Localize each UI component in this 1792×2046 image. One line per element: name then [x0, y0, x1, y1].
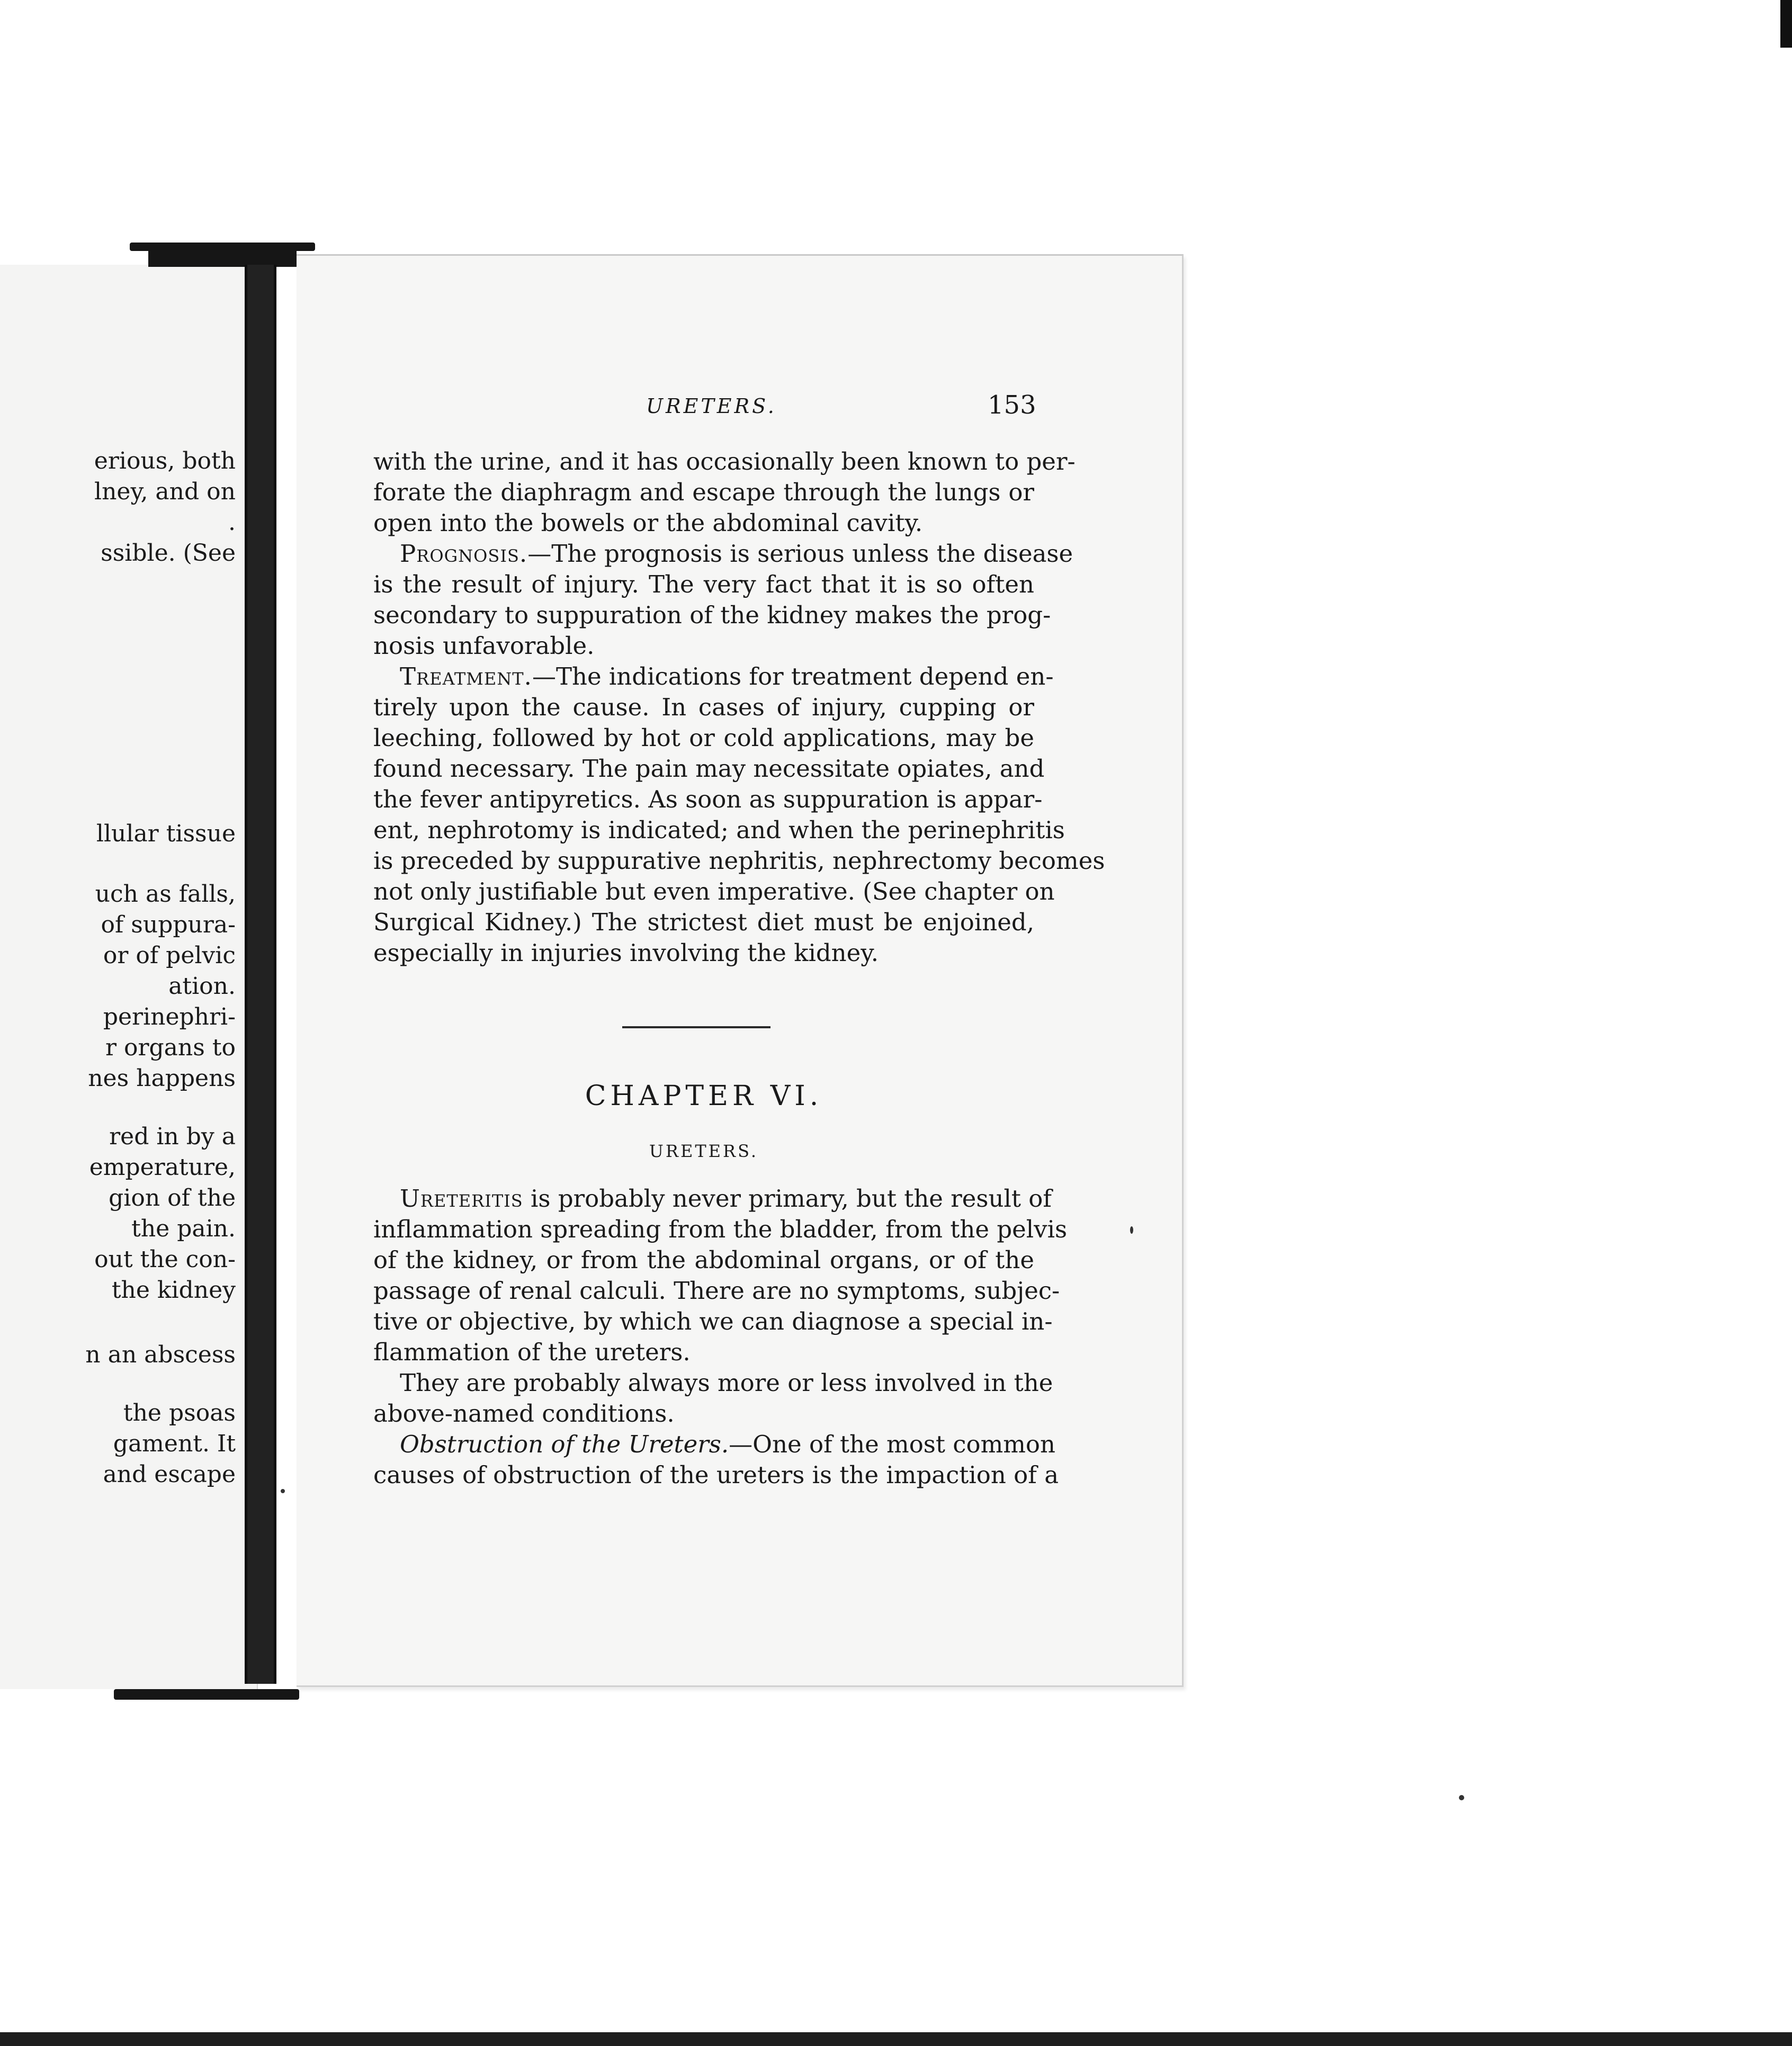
binder-clamp-top: [130, 243, 315, 251]
scan-speck: [1459, 1795, 1464, 1800]
left-page-line: gament. It: [113, 1430, 236, 1457]
left-page-line: n an abscess: [85, 1341, 236, 1368]
text-line: nosis unfavorable.: [373, 632, 595, 660]
section-title: URETERS.: [649, 1141, 759, 1161]
left-page-line: and escape: [103, 1461, 236, 1488]
text-line: tirely upon the cause. In cases of injury, cupping or: [373, 693, 1034, 721]
scan-speck: [281, 1489, 285, 1493]
text-line: inflammation spreading from the bladder, from the pelvis: [373, 1215, 1068, 1243]
running-head: URETERS.: [646, 394, 777, 418]
left-page-line: perinephri-: [103, 1003, 236, 1030]
left-page-line: red in by a: [109, 1123, 236, 1150]
text-line: tive or objective, by which we can diagnose a special in-: [373, 1307, 1053, 1335]
left-page-line: r organs to: [105, 1034, 236, 1061]
text-line: is preceded by suppurative nephritis, nephrectomy becomes: [373, 847, 1105, 875]
text-line: forate the diaphragm and escape through the lungs or: [373, 478, 1034, 506]
scan-speck: [1130, 1226, 1133, 1234]
text-line: They are probably always more or less involved in the: [400, 1369, 1053, 1397]
text-line: Surgical Kidney.) The strictest diet must be enjoined,: [373, 908, 1034, 936]
binder-clamp-bottom: [114, 1689, 299, 1700]
obstruction-line: Obstruction of the Ureters.—One of the most common: [400, 1430, 1055, 1458]
obstruction-label: Obstruction of the Ureters.: [400, 1430, 729, 1458]
text-line: flammation of the ureters.: [373, 1338, 691, 1366]
page-number: 153: [988, 390, 1036, 420]
left-page-line: uch as falls,: [95, 881, 236, 908]
binder-clamp-bar: [245, 265, 276, 1684]
left-page-line: the pain.: [131, 1215, 236, 1242]
left-page-line: nes happens: [88, 1065, 236, 1092]
text-line: is the result of injury. The very fact that it is so often: [373, 570, 1034, 598]
text-line: the fever antipyretics. As soon as suppuration is appar-: [373, 785, 1043, 813]
left-page-line: ation.: [168, 973, 236, 1000]
text-line: causes of obstruction of the ureters is the impaction of a: [373, 1461, 1059, 1489]
ureteritis-line: Ureteritis is probably never primary, but the result of: [400, 1184, 1052, 1213]
prognosis-label: Prognosis.: [400, 540, 528, 568]
left-page-line: the kidney: [111, 1277, 236, 1304]
text-line: ent, nephrotomy is indicated; and when the perinephritis: [373, 816, 1065, 844]
left-page-line: llular tissue: [96, 820, 236, 847]
left-page-line: emperature,: [89, 1154, 236, 1181]
prognosis-line: Prognosis.—The prognosis is serious unless the disease: [400, 540, 1073, 568]
text-line: above-named conditions.: [373, 1399, 675, 1428]
treatment-line: Treatment.—The indications for treatment depend en-: [400, 662, 1054, 690]
left-page-line: the psoas: [123, 1399, 236, 1426]
ureteritis-label: Ureteritis: [400, 1184, 523, 1213]
treatment-label: Treatment.: [400, 662, 532, 690]
text-line: especially in injuries involving the kidney.: [373, 939, 879, 967]
text-line: open into the bowels or the abdominal cavity.: [373, 509, 923, 537]
left-page-line: lney, and on: [94, 478, 236, 505]
left-page-line: gion of the: [109, 1184, 236, 1212]
text-line: with the urine, and it has occasionally been known to per-: [373, 447, 1076, 475]
left-page-line: out the con-: [94, 1246, 236, 1273]
text-line: found necessary. The pain may necessitate opiates, and: [373, 755, 1045, 783]
chapter-title: CHAPTER VI.: [585, 1080, 823, 1112]
left-page-line: of suppura-: [101, 911, 236, 938]
text-line: not only justifiable but even imperative. (See chapter on: [373, 877, 1055, 905]
text-line: of the kidney, or from the abdominal organs, or of the: [373, 1246, 1034, 1274]
left-page-line: or of pelvic: [103, 942, 236, 969]
left-page-line: erious, both: [94, 447, 236, 474]
left-page-line: ssible. (See: [101, 540, 236, 567]
section-divider: [622, 1026, 770, 1028]
text-line: leeching, followed by hot or cold applications, may be: [373, 724, 1034, 752]
scan-edge: [1780, 0, 1792, 48]
text-line: secondary to suppuration of the kidney makes the prog-: [373, 601, 1051, 629]
left-page-line: .: [228, 509, 236, 536]
text-line: passage of renal calculi. There are no symptoms, subjec-: [373, 1277, 1060, 1305]
scan-bottom-edge: [0, 2032, 1792, 2046]
